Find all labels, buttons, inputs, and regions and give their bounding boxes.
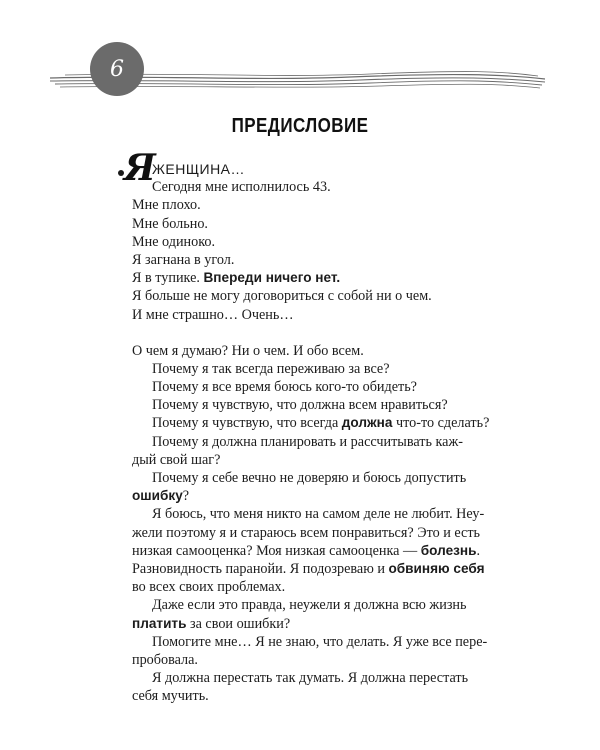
paragraph-gap — [132, 324, 480, 342]
body-line: платить за свои ошибки? — [132, 615, 291, 632]
dropcap-letter: Я — [124, 147, 156, 189]
body-line: дый свой шаг? — [132, 451, 221, 468]
body-line: низкая самооценка? Моя низкая самооценка — болезнь. — [132, 542, 480, 559]
chapter-title: ПРЕДИСЛОВИЕ — [231, 115, 369, 137]
body-line: О чем я думаю? Ни о чем. И обо всем. — [132, 342, 364, 359]
body-line: Я должна перестать так думать. Я должна перестать — [152, 670, 469, 687]
body-line: Почему я себе вечно не доверяю и боюсь допустить — [152, 470, 467, 486]
text-body — [124, 147, 490, 705]
page-number: 6 — [110, 56, 124, 82]
page-number-badge — [90, 42, 144, 96]
body-line: себя мучить. — [132, 688, 209, 705]
headword: ЖЕНЩИНА… — [152, 161, 246, 177]
body-line: Разновидность паранойи. Я подозреваю и обвиняю себя — [132, 560, 485, 577]
body-line: Почему я все время боюсь кого-то обидеть? — [152, 379, 417, 396]
intro-line: Мне плохо. — [132, 197, 201, 214]
body-line: во всех своих проблемах. — [132, 579, 286, 596]
header-decorative-lines — [0, 48, 600, 108]
body-line: Помогите мне… Я не знаю, что делать. Я уже все пере- — [152, 633, 488, 650]
body-line: Я боюсь, что меня никто на самом деле не любит. Неу- — [152, 506, 485, 523]
body-line: Почему я чувствую, что всегда должна что-то сделать? — [152, 415, 490, 432]
body-line: Почему я должна планировать и рассчитывать каж- — [152, 433, 464, 450]
body-line: жели поэтому я и стараюсь всем понравиться? Это и есть — [132, 524, 481, 541]
body-line: Почему я чувствую, что должна всем нравиться? — [152, 397, 448, 414]
intro-line: Мне больно. — [132, 215, 208, 232]
intro-line: Мне одиноко. — [132, 233, 216, 250]
intro-line: Сегодня мне исполнилось 43. — [152, 179, 331, 196]
body-line: Почему я так всегда переживаю за все? — [152, 360, 390, 377]
intro-line: Я загнана в угол. — [132, 251, 235, 268]
intro-line: Я больше не могу договориться с собой ни о чем. — [132, 288, 432, 305]
intro-line: И мне страшно… Очень… — [132, 306, 294, 323]
body-line: Даже если это правда, неужели я должна всю жизнь — [152, 597, 467, 614]
body-line: ошибку? — [132, 488, 190, 505]
intro-line: Я в тупике. Впереди ничего нет. — [132, 270, 341, 287]
body-line: пробовала. — [132, 651, 198, 668]
